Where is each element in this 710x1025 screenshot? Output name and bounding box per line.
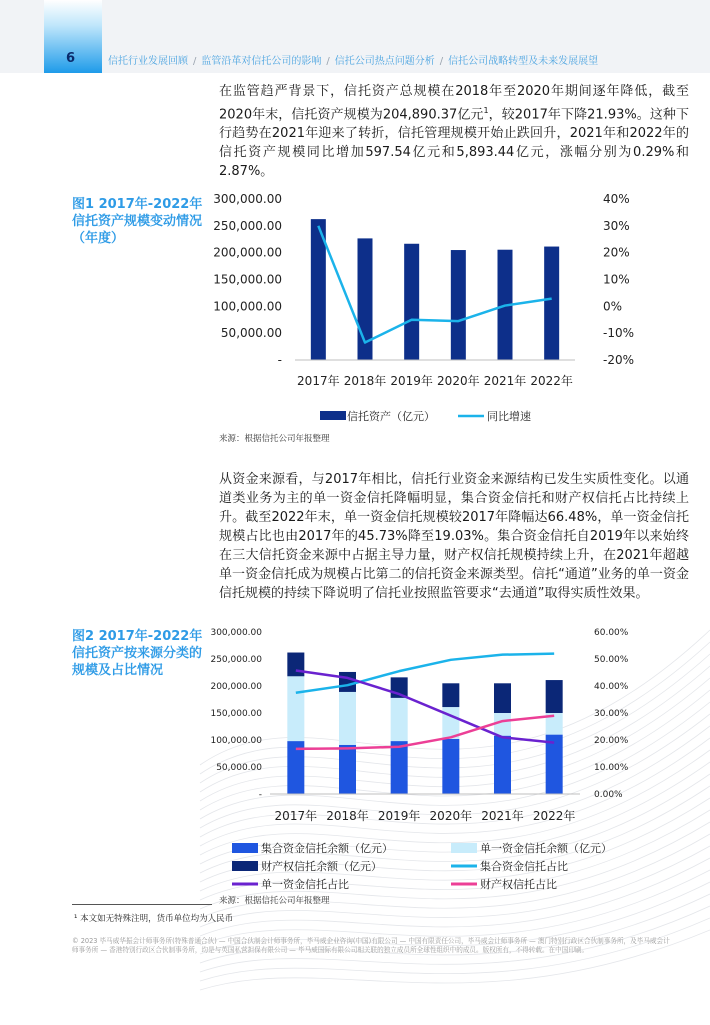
body-paragraph-1 [219,82,689,181]
legal-notice: © 2023 毕马威华振会计师事务所(特殊普通合伙) — 中国合伙制会计师事务所，毕马威企业咨询(中国)有限公司 — 中国有限责任公司，毕马威会计师事务所 — 澳门特别行政区合伙制事务所，及毕马威会计师事务所 — 香港特别行政区合伙制事务所，均是与英国私营担保有限公司 — 毕马威国际有限公司相关联的独立成员所全球性组织中的成员。版权所有，不得转载。在中国印刷。 [72,937,670,954]
x-axis-tick-label: 2017年 [274,809,318,823]
x-axis-tick-label: 2019年 [377,809,421,823]
breadcrumb-item[interactable]: 监管沿革对信托公司的影响 [201,56,322,67]
x-axis-tick-label: 2020年 [429,809,473,823]
bar-信托资产 [311,219,326,360]
right-axis-tick-label: 40.00% [594,682,629,692]
legend-label: 单一资金信托占比 [261,878,349,891]
paragraph-text: ，较2017年下降21.93%。这种下行趋势在2021年迎来了转折，信托管理规模开始止跌回升，2021年和2022年的信托资产规模同比增加597.54亿元和5,893.44亿元，涨幅分别为0.29%和2.87%。 [219,107,689,180]
x-axis-tick-label: 2020年 [437,374,480,388]
right-axis-tick-label: 60.00% [594,628,629,638]
paragraph-text: 在监管趋严背景下，信托资产总规模在2018年至2020年期间逐年降低，截至2020年末，信托资产规模为204,890.37亿元 [219,84,689,123]
x-axis-tick-label: 2018年 [326,809,369,823]
line-同比增速 [318,226,551,343]
wave-line [200,810,710,900]
footnote-divider [72,904,212,905]
wave-line [200,642,710,774]
left-axis-tick-label: 250,000.00 [210,655,262,665]
left-axis-tick-label: 50,000.00 [220,326,282,341]
left-axis-tick-label: 200,000.00 [213,245,282,260]
footnote: ¹ 本文如无特殊注明，货币单位均为人民币 [74,914,234,924]
figure-1-source: 来源：根据信托公司年报整理 [219,434,330,444]
bar-信托资产 [544,247,559,360]
wave-line [200,726,710,837]
x-axis-tick-label: 2019年 [390,374,433,388]
wave-line [200,678,710,801]
wave-line [200,714,710,828]
wave-line [200,654,710,783]
figure-2-label: 图2 2017年-2022年信托资产按来源分类的规模及占比情况 [72,629,203,678]
wave-line [200,702,710,819]
breadcrumb: 信托行业发展回顾 / 监管沿革对信托公司的影响 / 信托公司热点问题分析 / 信托公司战略转型及未来发展展望 [108,56,599,67]
legend-label: 集合资金信托占比 [480,860,568,873]
bar-信托资产 [404,244,419,360]
left-axis-tick-label: - [277,353,282,367]
breadcrumb-item[interactable]: 信托行业发展回顾 [108,56,188,67]
wave-line [200,870,710,945]
legend-label: 信托资产（亿元） [347,410,435,423]
left-axis-tick-label: - [258,790,262,800]
left-axis-tick-label: 300,000.00 [213,192,282,206]
left-axis-tick-label: 300,000.00 [210,628,262,638]
wave-line [200,774,710,873]
body-paragraph-2: 从资金来源看，与2017年相比，信托行业资金来源结构已发生实质性变化。以通道类业务为主的单一资金信托降幅明显，集合资金信托和财产权信托占比持续上升。截至2022年末，单一资金信托规模较2017年降幅达66.48%，单一资金信托规模占比也由2017年的45.73%降至19.03%。集合资金信托自2019年以来始终在三大信托资金来源中占据主导力量，财产权信托规模持续上升，在2021年超越单一资金信托成为规模占比第二的信托资金来源类型。信托“通道”业务的单一资金信托规模的持续下降说明了信托业按照监管要求“去通道”取得实质性效果。 [219,472,689,601]
right-axis-tick-label: 30% [603,218,630,233]
figure-1-label: 图1 2017年-2022年信托资产规模变动情况（年度） [72,197,203,246]
left-axis-tick-label: 100,000.00 [213,299,282,314]
wave-line [200,738,710,846]
right-axis-tick-label: 30.00% [594,709,629,719]
left-axis-tick-label: 250,000.00 [213,218,282,233]
wave-line [200,666,710,792]
wave-line [200,630,710,765]
right-axis-tick-label: 0% [603,299,623,314]
legend-label: 集合资金信托余额（亿元） [261,842,393,855]
x-axis-tick-label: 2017年 [297,374,340,388]
wave-line [200,798,710,891]
legend-label: 同比增速 [487,410,531,423]
left-axis-tick-label: 200,000.00 [210,682,262,692]
right-axis-tick-label: -20% [603,353,635,367]
x-axis-tick-label: 2018年 [343,374,387,388]
bar-信托资产 [358,238,373,360]
left-axis-tick-label: 150,000.00 [210,709,262,719]
breadcrumb-item[interactable]: 信托公司战略转型及未来发展展望 [448,56,599,67]
legend-label: 财产权信托占比 [480,878,557,891]
right-axis-tick-label: 40% [603,192,630,206]
legend-label: 单一资金信托余额（亿元） [480,842,612,855]
right-axis-tick-label: 20% [603,245,630,260]
figure-2-source: 来源：根据信托公司年报整理 [219,896,330,906]
wave-line [200,690,710,810]
right-axis-tick-label: -10% [603,326,635,341]
right-axis-tick-label: 10% [603,272,630,287]
x-axis-tick-label: 2021年 [481,809,524,823]
left-axis-tick-label: 50,000.00 [216,763,262,773]
right-axis-tick-label: 10.00% [594,763,629,773]
left-axis-tick-label: 100,000.00 [210,736,262,746]
breadcrumb-item[interactable]: 信托公司热点问题分析 [334,56,435,67]
bar-信托资产 [451,250,466,360]
left-axis-tick-label: 150,000.00 [213,272,282,287]
page-number: 6 [66,51,76,66]
x-axis-tick-label: 2022年 [532,809,576,823]
bar-信托资产 [498,250,513,360]
legend-swatch-bar [320,411,346,420]
x-axis-tick-label: 2022年 [530,374,573,388]
footnote-marker[interactable]: 1 [483,106,489,115]
x-axis-tick-label: 2021年 [483,374,527,388]
right-axis-tick-label: 20.00% [594,736,629,746]
right-axis-tick-label: 0.00% [594,790,623,800]
right-axis-tick-label: 50.00% [594,655,629,665]
legend-label: 财产权信托余额（亿元） [261,860,382,873]
